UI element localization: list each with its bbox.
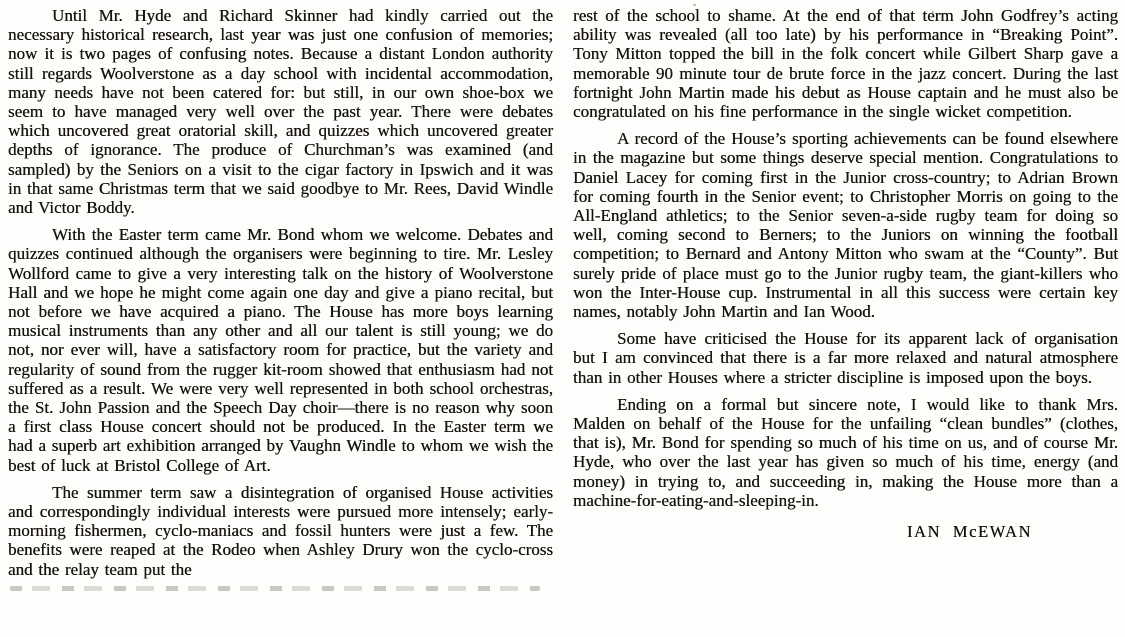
right-column: [573, 6, 1118, 637]
scan-speck-artifact: [932, 11, 934, 13]
paragraph-history-research: Until Mr. Hyde and Richard Skinner had kindly carried out the necessary historical research, last year was just one confusion of memories; now it is two pages of confusing notes. Because a distant London authority still regards Woolverstone as a day school with incidental accommodation, many needs have not been catered for: but still, in our own shoe-box we seem to have managed very well over the past year. There were debates which uncovered great oratorial skill, and quizzes which uncovered greater depths of ignorance. The produce of Churchman’s was examined (and sampled) by the Seniors on a visit to the cigar factory in Ipswich and it was in that same Christmas term that we said goodbye to Mr. Rees, David Windle and Victor Boddy.: [8, 6, 553, 218]
paragraph-house-criticism: Some have criticised the House for its apparent lack of organisation but I am convinced that there is a far more relaxed and natural atmosphere than in other Houses where a stricter discipline is imposed upon the boys.: [573, 329, 1118, 387]
left-column: [8, 6, 553, 637]
author-signature: IAN McEWAN: [906, 522, 1032, 542]
paragraph-thanks: Ending on a formal but sincere note, I would like to thank Mrs. Malden on behalf of the House for the unfailing “clean bundles” (clothes, that is), Mr. Bond for spending so much of his time on us, and of course Mr. Hyde, who over the last year has given so much of his time, energy (and money) in trying to, and succeeding in, making the House more than a machine-for-eating-and-sleeping-in.: [573, 394, 1118, 510]
scan-speck-artifact: [693, 4, 696, 6]
paragraph-continuation-school-to-shame: rest of the school to shame. At the end of that term John Godfrey’s acting ability was revealed (all too late) by his performance in “Breaking Point”. Tony Mitton topped the bill in the folk concert while Gilbert Sharp gave a memorable 90 minute tour de brute force in the jazz concert. During the last fortnight John Martin made his debut as House captain and he must also be congratulated on his fine performance in the single wicket competition.: [573, 6, 1118, 122]
paragraph-sporting-achievements: A record of the House’s sporting achievements can be found elsewhere in the magazine but some things deserve special mention. Congratulations to Daniel Lacey for coming first in the Junior cross-country; to Adrian Brown for coming fourth in the Senior event; to Christopher Morris on going to the All-England athletics; to the Senior seven-a-side rugby team for doing so well, coming second to Berners; to the Juniors on winning the football competition; to Bernard and Antony Mitton who swam at the “County”. But surely pride of place must go to the Junior rugby team, the giant-killers who won the Inter-House cup. Instrumental in all this success were certain key names, notably John Martin and Ian Wood.: [573, 129, 1118, 322]
cutoff-text-artifact: [10, 586, 540, 591]
paragraph-summer-term: The summer term saw a disintegration of organised House activities and correspondingly individual interests were pursued more intensely; early-morning fishermen, cyclo-maniacs and fossil hunters were just a few. The benefits were reaped at the Rodeo when Ashley Drury won the cyclo-cross and the relay team put the: [8, 482, 553, 579]
paragraph-easter-term: With the Easter term came Mr. Bond whom we welcome. Debates and quizzes continued although the organisers were beginning to tire. Mr. Lesley Wollford came to give a very interesting talk on the history of Woolverstone Hall and we hope he might come again one day and give a piano recital, but not before we have acquired a piano. The House has more boys learning musical instruments than any other and all our talent is still young; we do not, nor ever will, have a satisfactory room for practice, but the variety and regularity of sound from the rugger kit-room showed that enthusiasm had not suffered as a result. We were very well represented in both school orchestras, the St. John Passion and the Speech Day choir—there is no reason why soon a first class House concert should not be produced. In the Easter term we had a superb art exhibition arranged by Vaughn Windle to whom we wish the best of luck at Bristol College of Art.: [8, 225, 553, 475]
